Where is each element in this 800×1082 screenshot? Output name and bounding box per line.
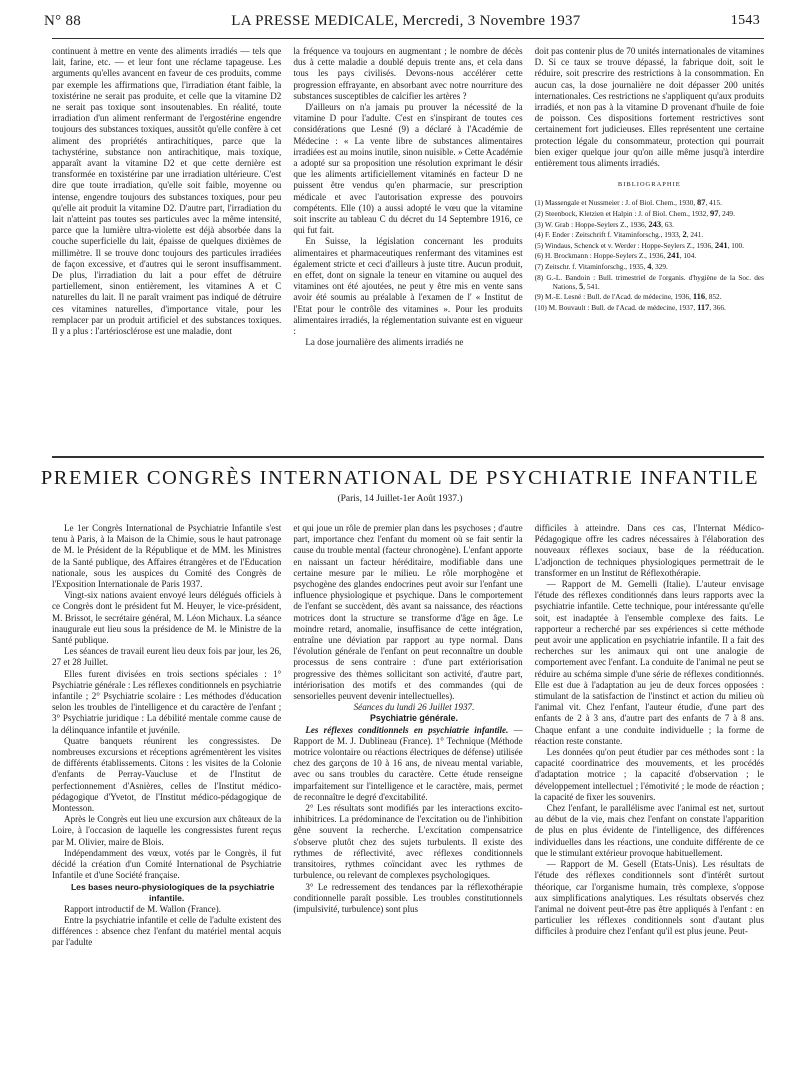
- congress-subtitle: (Paris, 14 Juillet-1er Août 1937.): [337, 494, 463, 504]
- paragraph: et qui joue un rôle de premier plan dans les psychoses ; d'autre part, importance chez l'enfant du moment où se fait sentir la cause du trouble mental (facteur chronogène). L'enfant apporte en naissant un facteur héréditaire, modifiable dans une certaine mesure par le milieu. Le rôle morphogène et psychogène des glandes endocrines peut avoir sur l'enfant une influence physiologique et psychique. Dans le comportement de l'enfant se succèdent, dès avant sa naissance, des réactions motrices dont la structure se transforme d'âge en âge. Le moindre retard, anomalie, insuffisance de cette intégration, entraîne une déviation par rapport au type normal. Dans l'évolution générale de l'enfant on peut reconnaître un double processus de sens contraire : d'une part extériorisation progressive des thèmes sollicitant son activité, d'autre part, intériorisation des motifs et des commandes (qui de sensorielles peuvent devenir intellectuelles).: [293, 523, 523, 702]
- paragraph: Indépendamment des vœux, votés par le Congrès, il fut décidé la création d'un Comité International de Psychiatrie Infantile et d'une Société française.: [52, 847, 282, 881]
- header-divider: [52, 38, 764, 39]
- bibliography-volume: 87: [697, 197, 706, 208]
- paragraph: difficiles à atteindre. Dans ces cas, l'Internat Médico-Pédagogique offre les cadres nécessaires à l'élaboration des nouveaux réflexes sociaux, base de la rééducation. L'adjonction de techniques physiologiques permettrait de le transformer en un Institut de Réflexothérapie.: [534, 523, 764, 578]
- bibliography-entry: [535, 273, 764, 291]
- bottom-column-3: [535, 523, 764, 1063]
- bibliography-pages: , 104.: [679, 251, 697, 261]
- paragraph: [293, 725, 522, 803]
- paragraph: Après le Congrès eut lieu une excursion aux châteaux de la Loire, à l'occasion de laquelle les congressistes furent reçus par M. Olivier, maire de Blois.: [52, 814, 282, 847]
- paragraph: 3° Le redressement des tendances par la réflexothérapie conditionnelle paraît possible. Les troubles constitutionnels (impulsivité, turbulence) sont plus: [293, 881, 523, 914]
- bibliography-text: Zeitschr. f. Vitaminforschg., 1935,: [545, 262, 648, 271]
- bibliography-number: (4): [534, 230, 545, 240]
- bibliography-pages: , 100.: [727, 240, 744, 250]
- paragraph: doit pas contenir plus de 70 unités internationales de vitamines D. Si ce taux se trouve dépassé, la fabrique doit, soit le réduire, soit prescrire des restrictions à la consommation. En aucun cas, la dose journalière ne doit dépasser 200 unités internationales. Ces restrictions ne s'appliquent qu'aux produits irradiés, et non pas à la vitamine D provenant d'huile de foie de poisson. Ces dispositions fortement restrictives sont certainement fort judicieuses. Elles représentent une certaine protection légale du consommateur, protection qui pourrait bien exiger quelque jour qu'on aille même jusqu'à interdire entièrement tous aliments irradiés.: [534, 46, 764, 169]
- bibliography-text: Massengale et Nussmeier : J. of Biol. Chem., 1930,: [545, 198, 697, 208]
- page-header: [44, 6, 760, 36]
- top-article: [52, 46, 764, 452]
- bibliography-pages: , 541.: [583, 281, 600, 291]
- bibliography-number: (1): [534, 198, 545, 208]
- bibliography-volume: 5: [579, 280, 584, 291]
- bottom-column-2: [293, 523, 522, 1063]
- bibliography-volume: 117: [697, 301, 710, 312]
- bibliography-pages: , 415.: [705, 198, 722, 208]
- top-column-3: [535, 46, 764, 452]
- bibliography-volume: 241: [667, 250, 680, 261]
- bibliography-entry: [535, 198, 764, 207]
- congress-report: [52, 523, 764, 1063]
- paragraph: Vingt-six nations avaient envoyé leurs délégués officiels à ce Congrès dont le président fut M. Heuyer, le vice-président, M. Brissot, le secrétaire général, M. Léon Michaux. La séance inaugurale eut lieu sous la présidence de M. le Ministre de la Santé publique.: [52, 590, 282, 646]
- paragraph: D'ailleurs on n'a jamais pu prouver la nécessité de la vitamine D pour l'adulte. C'est en s'inspirant de toutes ces considérations que Lesné (9) a déclaré à l'Académie de Médecine : « La vente libre de substances alimentaires irradiées est au moins inutile, sinon nuisible. » Cette Académie a adopté sur sa proposition une résolution exprimant le désir que les aliments artificiellement vitaminés en facteur D ne puissent être vendus qu'en pharmacie, sur prescription médicale et avec l'autorisation expresse des pouvoirs compétents. Elle (10) a aussi adopté le vœu que la vitamine soit inscrite au tableau C du décret du 14 Septembre 1916, ce qui fut fait.: [293, 102, 523, 236]
- bibliography-pages: , 366.: [709, 302, 726, 312]
- bibliography-entry: [535, 241, 764, 250]
- bibliography-title: BIBLIOGRAPHIE: [617, 181, 681, 189]
- bibliography-text: M.-E. Lesné : Bull. de l'Acad. de médecine, 1936,: [545, 292, 693, 302]
- paragraph: Le 1er Congrès International de Psychiatrie Infantile s'est tenu à Paris, à la Maison de la Chimie, sous le haut patronage de M. le Président de la République et de MM. les Ministres de la Santé publique, des Affaires étrangères et de l'Education nationale, sous les auspices du Comité des Congrès de l'Exposition Internationale de Paris 1937.: [52, 523, 282, 590]
- bibliography-volume: 2: [682, 229, 687, 240]
- paragraph: Elles furent divisées en trois sections spéciales : 1° Psychiatrie générale : Les réflexes conditionnels en psychiatrie infantile ; 2° Psychiatrie scolaire : Les méthodes d'éducation selon les troubles de l'intelligence et du caractère de l'enfant ; 3° Psychiatrie juridique : La débilité mentale comme cause de la délinquance infantile et juvénile.: [52, 668, 282, 735]
- bibliography-pages: , 63.: [661, 219, 674, 229]
- bibliography-entry: [535, 220, 764, 229]
- paragraph: Les séances de travail eurent lieu deux fois par jour, les 26, 27 et 28 Juillet.: [52, 646, 282, 668]
- bibliography-text: H. Brockmann : Hoppe-Seylers Z., 1936,: [545, 251, 667, 261]
- paragraph: continuent à mettre en vente des aliments irradiés — tels que lait, farine, etc. — et leur font une réclame tapageuse. Les arguments qu'elles avancent en faveur de ces produits, comme par exemple les affirmations que, l'irradiation étant faible, la toxistérine ne serait pas produite, et celle que la vitamine D2 ne serait pas toxique sont insoutenables. En réalité, toute irradiation d'un aliment renfermant de l'ergostérine engendre toujours des substances toxiques, aussitôt qu'elle confère à cet aliment des propriétés antirachitiques, parce que la tachystérine, substance non antirachitique, mais toxique, apparaît avant la vitamine D2 et que cette dernière est transformée en toxistérine par une irradiation ultérieure. C'est dire que toute irradiation, qu'elle soit faible, moyenne ou intense, engendre toujours des substances toxiques, pour peu qu'elle ait produit la vitamine D2. D'autre part, l'irradiation du lait n'atteint pas toutes ses particules avec la même intensité, parce que la lumière ultra-violette est déjà absorbée dans la couche superficielle du lait, épaisse de quelques dixièmes de millimètre. Il se trouve donc toujours des particules irradiées de façon excessive, et d'autres qui le seront insuffisamment. De plus, l'irradiation du lait a pour effet de détruire partiellement, sinon entièrement, les vitamines A et C naturelles du lait. Il ne paraît vraiment pas indiqué de détruire ces vitamines naturelles, d'importance vitale, pour les remplacer par un produit artificiel et des substances toxiques. Il y a plus : l'artériosclérose est une maladie, dont: [52, 46, 282, 337]
- bibliography-pages: , 329.: [651, 262, 668, 271]
- session-date: Séances du lundi 26 Juillet 1937.: [353, 702, 475, 713]
- bibliography-number: (2): [534, 209, 545, 219]
- report-text: — Rapport de M. J. Dublineau (France). 1° Technique (Méthode motrice volontaire ou réactions électriques de défense) utilisée chez des garçons de 10 à 16 ans, de niveau mental variable, avec ou sans troubles du caractère. Cette étude renseigne imparfaitement sur l'intelligence et le caractère, mais, permet de reconnaître le degré d'excitabilité.: [293, 724, 523, 802]
- congress-title: PREMIER CONGRÈS INTERNATIONAL DE PSYCHIATRIE INFANTILE: [40, 467, 760, 489]
- bibliography-text: F. Ender : Zeitschrift f. Vitaminforschg., 1933,: [545, 230, 683, 240]
- paragraph: Quatre banquets réunirent les congressistes. De nombreuses excursions et réceptions agrémentèrent les visites de différents établissements. Citons : les visites de la Colonie d'enfants de Perray-Vaucluse et de l'Institut de perfectionnement d'Asnières, celles de l'Institut médico-pédagogique d'Yvetot, de l'Institut médico-pédagogique de Montesson.: [52, 735, 282, 814]
- bibliography-entry: [535, 230, 764, 239]
- paragraph: — Rapport de M. Gemelli (Italie). L'auteur envisage l'étude des réflexes conditionnés dans leurs rapports avec la psychiatrie infantile. Cette technique, pour intéressante qu'elle soit, est inadaptée à l'ensemble complexe des faits. Le rapporteur a recherché par ses expériences si cette méthode peut avoir une application en psychiatrie infantile. Il a fait des recherches sur les animaux qui ont une analogie de comportement avec l'enfant. La conduite de l'animal ne peut se réduire au schéma simple d'une série de réflexes conditionnés. Elle est due à l'adaptation au jeu de deux forces opposées : stimulant de la satisfaction de l'instinct et action du milieu où l'animal vit. Chez l'enfant, l'auteur étudie, d'une part des enfants de 2 à 3 ans, d'autre part des enfants de 7 à 8 ans. Chaque enfant a une conduite individuelle ; la forme de réaction reste constante.: [534, 579, 764, 746]
- journal-title: LA PRESSE MEDICALE, Mercredi, 3 Novembre 1937: [231, 12, 581, 29]
- bibliography-entry: [535, 303, 764, 312]
- bibliography-volume: 243: [648, 218, 662, 229]
- bibliography-number: (3): [534, 219, 545, 229]
- bibliography-number: (5): [534, 240, 545, 250]
- bibliography-list: [535, 198, 764, 312]
- paragraph: Les données qu'on peut étudier par ces méthodes sont : la capacité coordinatrice des mouvements, et les procédés d'adaptation motrice ; la capacité d'observation ; le développement intellectuel ; l'émotivité ; le mode de réaction ; la capacité de fixer les souvenirs.: [534, 747, 764, 802]
- bibliography-volume: 97: [709, 208, 719, 219]
- bibliography-text: G.-L. Bandoin : Bull. trimestriel de l'organis. d'hygiène de la Soc. des Nations,: [546, 272, 764, 291]
- bibliography-number: (10): [534, 302, 549, 312]
- top-column-2: [293, 46, 522, 452]
- top-column-1: [52, 46, 281, 452]
- issue-number: N° 88: [44, 12, 82, 29]
- bibliography-entry: [535, 292, 764, 301]
- paragraph: Entre la psychiatrie infantile et celle de l'adulte existent des différences : absence chez l'enfant du matériel mental acquis par l'adulte: [52, 914, 282, 948]
- page-number: 1543: [730, 13, 760, 28]
- section-divider: [52, 456, 764, 461]
- paragraph: — Rapport de M. Gesell (Etats-Unis). Les résultats de l'étude des réflexes conditionnels sont d'intérêt surtout théorique, car l'organisme humain, très complexe, s'oppose aux simplifications analytiques. Les résultats observés chez l'animal ne doivent peut-être pas être appliqués à l'enfant : en particulier les réflexes conditionnels sont d'autant plus difficiles à produire chez l'enfant qu'il est plus jeune. Peut-: [534, 859, 764, 937]
- bottom-column-1: [52, 523, 281, 1063]
- section-name: Psychiatrie générale.: [369, 713, 458, 724]
- bibliography-number: (9): [534, 292, 545, 302]
- paragraph: Rapport introductif de M. Wallon (France).: [64, 903, 221, 914]
- section-heading: Les bases neuro-physiologiques de la psychiatrie infantile.: [70, 881, 275, 903]
- bibliography-pages: , 249.: [718, 209, 735, 219]
- paragraph: En Suisse, la législation concernant les produits alimentaires et pharmaceutiques renfermant des vitamines est également stricte et ceci d'ailleurs à juste titre. Aucun produit, en effet, dont on signale la teneur en vitamine ou auquel des vitamines ont été ajoutées, ne peut y être mis en vente sans avoir été soumis au préalable à l'examen de l' « Institut de l'Etat pour le contrôle des vitamines ». Pour les produits alimentaires irradiés, la réglementation suivante est en vigueur :: [293, 236, 523, 337]
- paragraph: Chez l'enfant, le parallélisme avec l'animal est net, surtout au début de la vie, mais chez l'enfant on constate l'apparition de plus en plus évidente de l'intelligence, des différences individuelles dans les réactions, une conduite différente de ce que le stimulant extérieur provoque habituellement.: [534, 803, 764, 858]
- bibliography-number: (7): [534, 262, 545, 271]
- bibliography-text: W. Grab : Hoppe-Seylers Z., 1936,: [544, 219, 649, 229]
- paragraph: La dose journalière des aliments irradiés ne: [305, 337, 464, 348]
- paragraph: la fréquence va toujours en augmentant ; le nombre de décès dus à cette maladie a doublé depuis trente ans, et cela dans tous les pays civilisés. Devons-nous accélérer cette progression effrayante, en absorbant avec notre nourriture des substances susceptibles de calcifier les artères ?: [293, 46, 523, 101]
- paragraph: 2° Les résultats sont modifiés par les interactions excito-inhibitrices. La prédominance de l'excitation ou de l'inhibition gêne souvent la recherche. L'excitation compensatrice s'observe plutôt chez des sujets turbulents. Il existe des rythmes de réflectivité, avec réflexes conditionnels transitoires, rythmes coïncidant avec les rythmes de turbulence, ou relevant de complexes psychologiques.: [293, 803, 523, 881]
- bibliography-pages: , 852.: [705, 292, 722, 302]
- bibliography-entry: [535, 262, 764, 271]
- bibliography-volume: 4: [647, 261, 652, 271]
- bibliography-number: (8): [534, 272, 547, 282]
- bibliography-volume: 116: [692, 291, 706, 302]
- bibliography-entry: [535, 209, 764, 218]
- bibliography-pages: , 241.: [686, 230, 704, 240]
- bibliography-text: Steenbock, Kletzien et Halpin : J. of Biol. Chem., 1932,: [545, 209, 710, 219]
- bibliography-number: (6): [534, 251, 545, 261]
- subsection-heading: Les réflexes conditionnels en psychiatrie infantile.: [305, 724, 509, 735]
- bibliography-text: Windaus, Schenck et v. Werder : Hoppe-Seylers Z., 1936,: [544, 240, 715, 250]
- bibliography-text: M. Bouvault : Bull. de l'Acad. de médecine, 1937,: [548, 302, 698, 312]
- bibliography-volume: 241: [714, 239, 728, 250]
- bibliography-entry: [535, 251, 764, 260]
